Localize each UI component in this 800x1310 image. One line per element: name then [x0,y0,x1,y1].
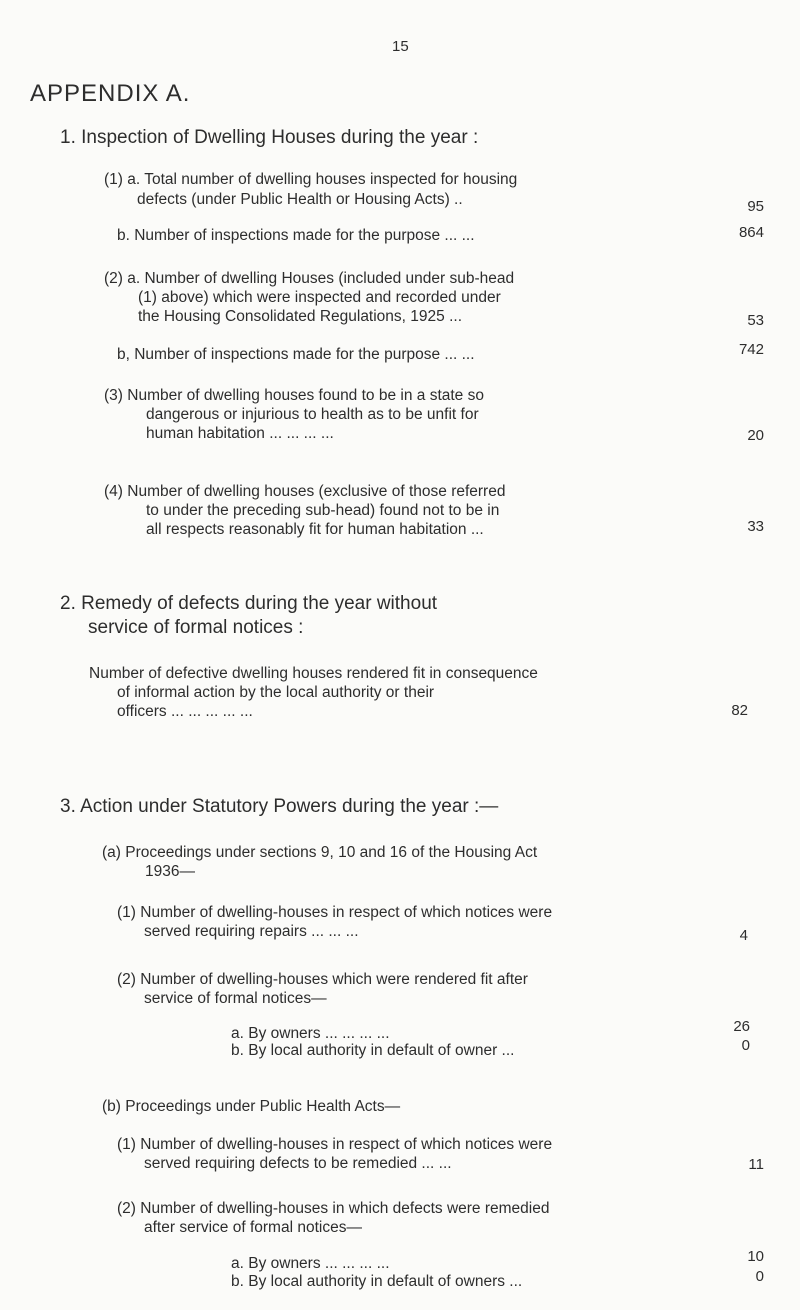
page-number: 15 [392,38,409,55]
section-2-heading-line2: service of formal notices : [88,617,304,638]
item-3a1-line2: served requiring repairs ... ... ... [144,923,359,940]
section-3-heading: 3. Action under Statutory Powers during the year :— [60,796,499,817]
section-2-value: 82 [731,702,748,719]
item-3-line2: dangerous or injurious to health as to be unfit for [146,406,479,423]
item-3-line1: (3) Number of dwelling houses found to be in a state so [104,387,484,404]
item-3a2-line1: (2) Number of dwelling-houses which were rendered fit after [117,971,528,988]
item-3b2-line1: (2) Number of dwelling-houses in which defects were remedied [117,1200,550,1217]
item-1a-line1: (1) a. Total number of dwelling houses inspected for housing [104,171,518,188]
item-2a-line2: (1) above) which were inspected and recorded under [138,289,501,306]
item-3a2-authority-value: 0 [741,1037,750,1054]
item-3a2-owners-label: a. By owners ... ... ... ... [231,1025,390,1042]
item-4-value: 33 [747,518,764,535]
item-4-line3: all respects reasonably fit for human habitation ... [146,521,484,538]
item-3a1-value: 4 [739,927,748,944]
section-2-heading-line1: 2. Remedy of defects during the year without [60,593,438,614]
item-3b1-line2: served requiring defects to be remedied ... ... [144,1155,452,1172]
item-2b-line1: b, Number of inspections made for the purpose ... ... [117,346,475,363]
appendix-title: APPENDIX A. [30,80,191,107]
item-3b2-authority-value: 0 [755,1268,764,1285]
item-1a-line2: defects (under Public Health or Housing Acts) .. [137,191,463,208]
item-1a-value: 95 [747,198,764,215]
section-3a-heading-line2: 1936— [145,863,195,880]
item-2a-line1: (2) a. Number of dwelling Houses (included under sub-head [104,270,515,287]
item-1b-value: 864 [738,224,764,241]
section-2-line1: Number of defective dwelling houses rendered fit in consequence [89,665,538,682]
item-3b2-authority-label: b. By local authority in default of owners ... [231,1273,523,1290]
item-2a-value: 53 [747,312,764,329]
item-3b2-owners-value: 10 [747,1248,764,1265]
item-3a2-line2: service of formal notices— [144,990,327,1007]
item-3b2-owners-label: a. By owners ... ... ... ... [231,1255,390,1272]
item-4-line1: (4) Number of dwelling houses (exclusive of those referred [104,483,506,500]
item-4-line2: to under the preceding sub-head) found not to be in [146,502,500,519]
item-3a1-line1: (1) Number of dwelling-houses in respect of which notices were [117,904,553,921]
item-3b1-value: 11 [748,1156,764,1173]
section-3a-heading-line1: (a) Proceedings under sections 9, 10 and 16 of the Housing Act [102,844,538,861]
item-3b2-line2: after service of formal notices— [144,1219,362,1236]
item-2a-line3: the Housing Consolidated Regulations, 1925 ... [138,308,462,325]
section-2-line3: officers ... ... ... ... ... [117,703,253,720]
item-3b1-line1: (1) Number of dwelling-houses in respect of which notices were [117,1136,553,1153]
item-3a2-authority-label: b. By local authority in default of owner ... [231,1042,515,1059]
item-3-line3: human habitation ... ... ... ... [146,425,334,442]
item-2b-value: 742 [738,341,764,358]
item-3-value: 20 [747,427,764,444]
item-1b-line1: b. Number of inspections made for the purpose ... ... [117,227,475,244]
section-1-heading: 1. Inspection of Dwelling Houses during the year : [60,127,479,148]
section-3b-heading: (b) Proceedings under Public Health Acts— [102,1098,401,1115]
item-3a2-owners-value: 26 [733,1018,750,1035]
section-2-line2: of informal action by the local authority or their [117,684,435,701]
